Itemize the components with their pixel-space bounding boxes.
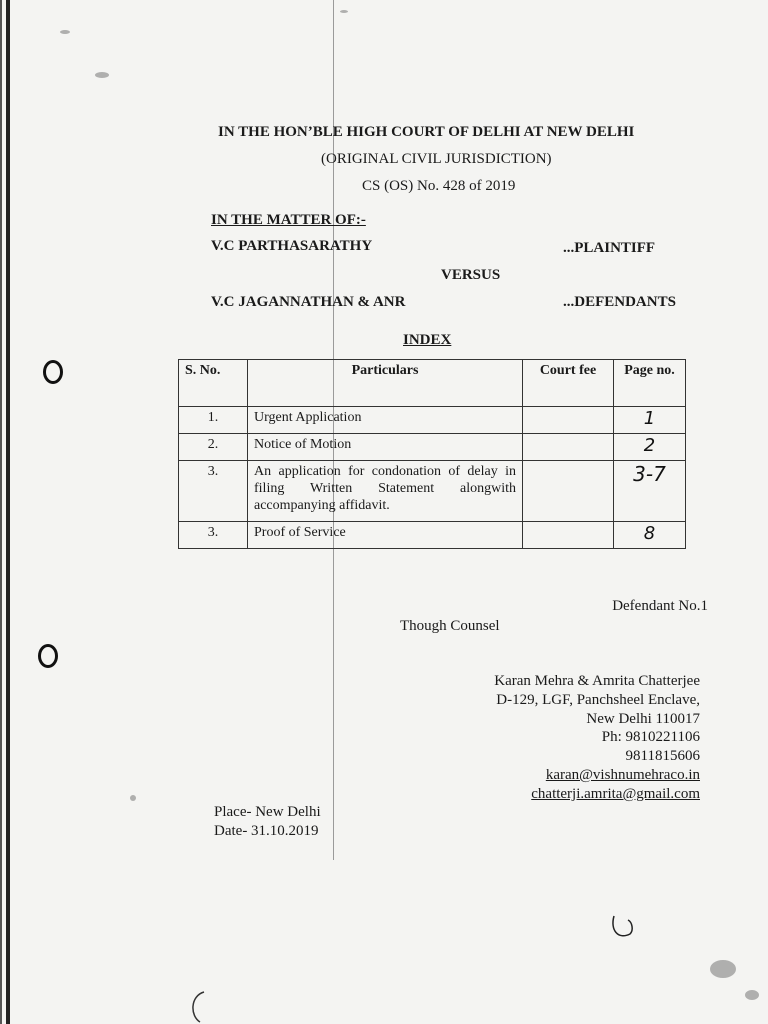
jurisdiction: (ORIGINAL CIVIL JURISDICTION) [321, 151, 552, 167]
row-page: 2 [614, 434, 686, 461]
phone-2: 9811815606 [625, 748, 700, 764]
table-row [179, 434, 686, 461]
scan-speck [95, 72, 109, 78]
phone-1: Ph: 9810221106 [601, 729, 700, 745]
address-line1: D-129, LGF, Panchsheel Enclave, [496, 692, 700, 708]
index-table [178, 359, 686, 549]
through-counsel: Though Counsel [400, 618, 500, 634]
row-sno: 3. [179, 522, 248, 549]
row-page: 1 [614, 407, 686, 434]
counsel-names: Karan Mehra & Amrita Chatterjee [494, 673, 700, 689]
punch-hole-bottom [38, 644, 58, 668]
header-court-fee: Court fee [523, 360, 614, 407]
defendant-role: ...DEFENDANTS [563, 294, 676, 310]
row-particulars: Urgent Application [248, 407, 523, 434]
case-number: CS (OS) No. 428 of 2019 [362, 178, 516, 194]
row-sno: 1. [179, 407, 248, 434]
defendant-name: V.C JAGANNATHAN & ANR [211, 294, 406, 310]
party-label: Defendant No.1 [612, 598, 708, 614]
header-particulars: Particulars [248, 360, 523, 407]
row-page: 3-7 [614, 461, 686, 522]
email-karan[interactable]: karan@vishnumehraco.in [545, 767, 700, 783]
header-sno: S. No. [179, 360, 248, 407]
scan-speck [60, 30, 70, 34]
email-amrita[interactable]: chatterji.amrita@gmail.com [531, 786, 700, 802]
row-page: 8 [614, 522, 686, 549]
row-particulars: Notice of Motion [248, 434, 523, 461]
scan-speck [710, 960, 736, 978]
matter-heading: IN THE MATTER OF:- [211, 212, 366, 228]
row-particulars: An application for condonation of delay in filing Written Statement alongwith accompanying affidavit. [248, 461, 523, 522]
row-sno: 2. [179, 434, 248, 461]
punch-hole-top [43, 360, 63, 384]
header-page: Page no. [614, 360, 686, 407]
versus: VERSUS [441, 267, 501, 283]
handwritten-mark [608, 912, 638, 942]
address-line2: New Delhi 110017 [586, 711, 700, 727]
handwritten-mark [186, 990, 216, 1024]
table-row [179, 407, 686, 434]
table-row [179, 522, 686, 549]
page-edge-shadow [0, 0, 2, 1024]
plaintiff-role: ...PLAINTIFF [563, 240, 656, 256]
row-sno: 3. [179, 461, 248, 522]
row-particulars: Proof of Service [248, 522, 523, 549]
date: Date- 31.10.2019 [214, 823, 319, 839]
table-header-row [179, 360, 686, 407]
plaintiff-name: V.C PARTHASARATHY [211, 238, 373, 254]
page-edge [6, 0, 10, 1024]
court-title: IN THE HON’BLE HIGH COURT OF DELHI AT NEW DELHI [218, 124, 635, 140]
row-court-fee [523, 407, 614, 434]
scan-speck [340, 10, 348, 13]
scan-speck [130, 795, 136, 801]
row-court-fee [523, 434, 614, 461]
row-court-fee [523, 461, 614, 522]
row-court-fee [523, 522, 614, 549]
place: Place- New Delhi [214, 804, 321, 820]
scan-speck [745, 990, 759, 1000]
table-row [179, 461, 686, 522]
index-heading: INDEX [403, 332, 452, 348]
